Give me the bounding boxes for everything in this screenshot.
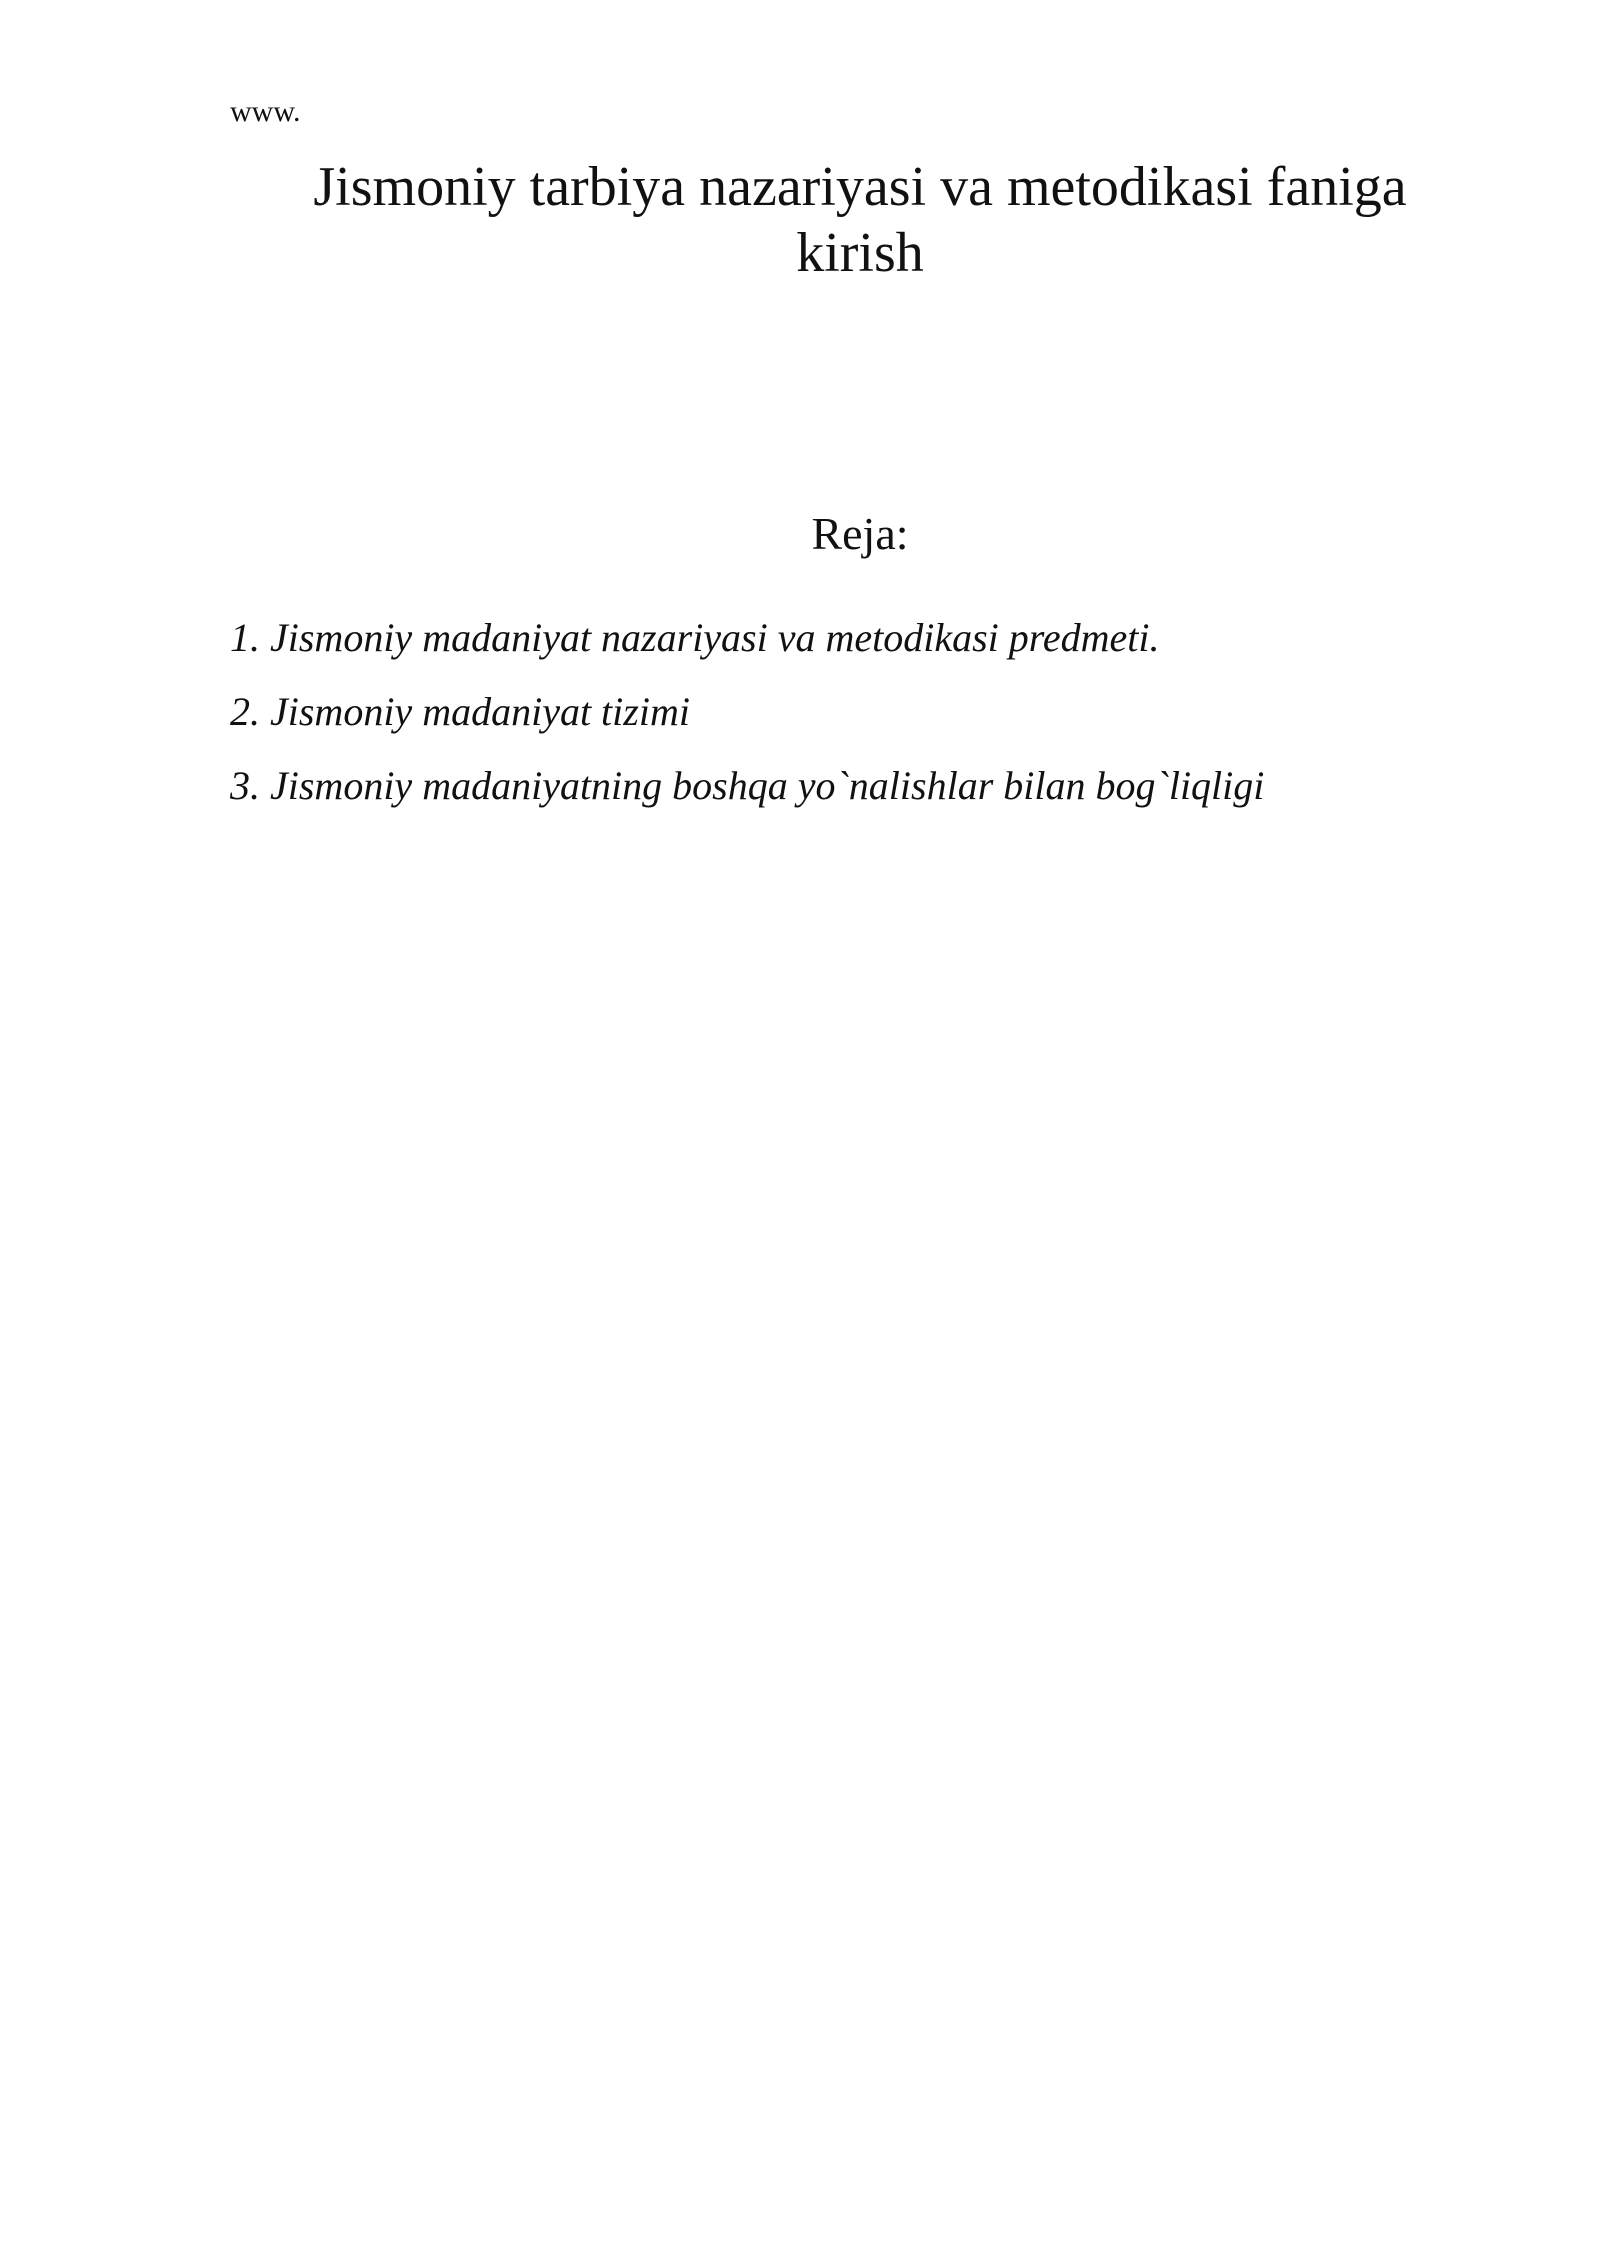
- document-title: [230, 154, 1490, 286]
- plan-item-3: 3. Jismoniy madaniyatning boshqa yo`nalishlar bilan bog`liqligi: [230, 763, 1265, 808]
- plan-heading: Reja:: [811, 508, 909, 559]
- header-url: www.: [230, 95, 301, 128]
- title-line-2: kirish: [796, 222, 924, 284]
- plan-item-1: 1. Jismoniy madaniyat nazariyasi va metodikasi predmeti.: [230, 615, 1160, 660]
- title-line-1: Jismoniy tarbiya nazariyasi va metodikasi faniga: [313, 156, 1407, 218]
- plan-list: [230, 614, 1264, 836]
- plan-item-2: 2. Jismoniy madaniyat tizimi: [230, 689, 690, 734]
